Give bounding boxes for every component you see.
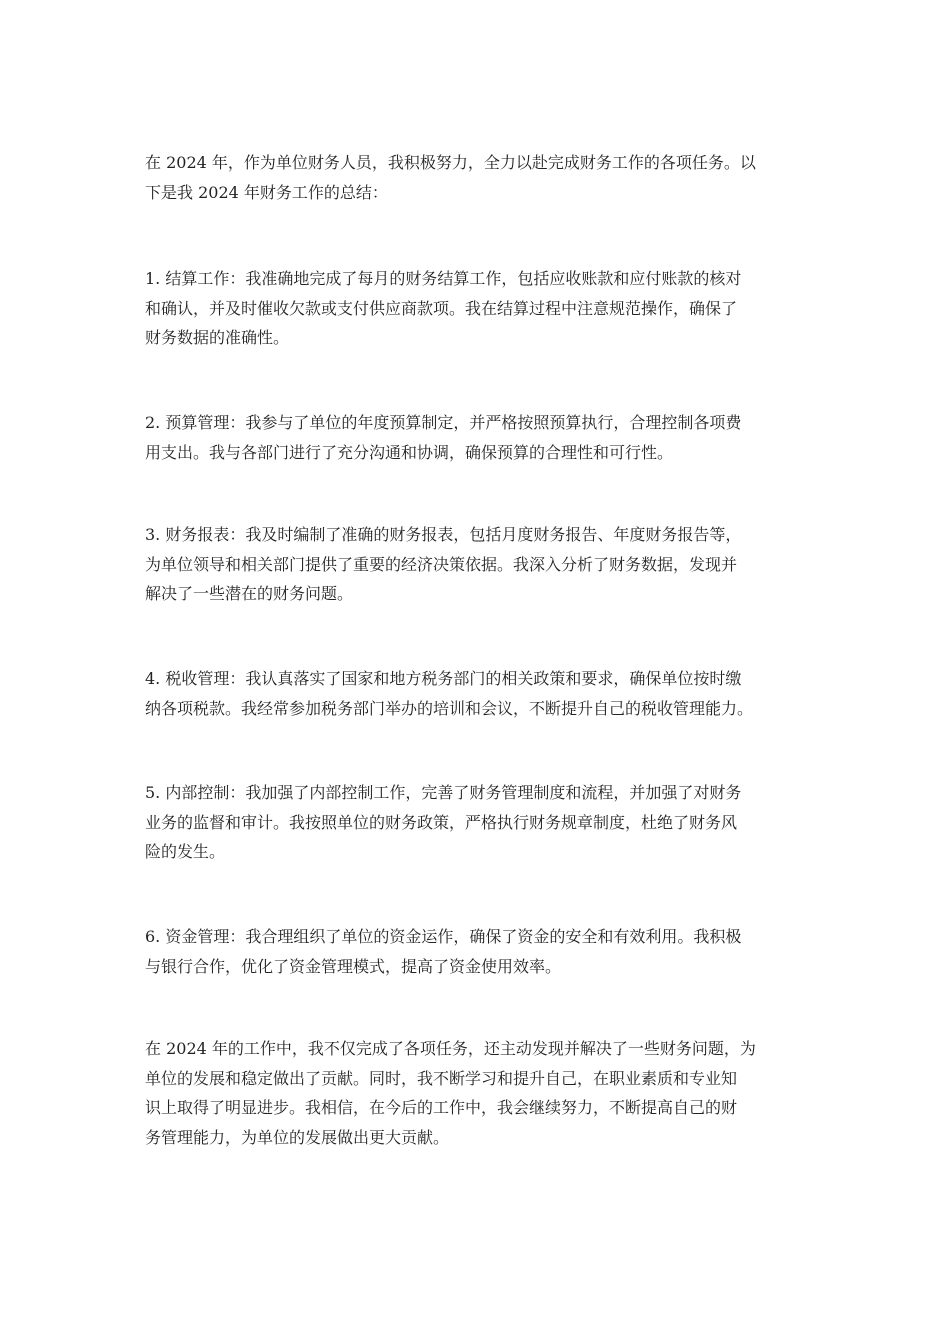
text-line: 务管理能力，为单位的发展做出更大贡献。	[145, 1127, 450, 1147]
text-line: 为单位领导和相关部门提供了重要的经济决策依据。我深入分析了财务数据，发现并	[145, 554, 738, 574]
text-line: 用支出。我与各部门进行了充分沟通和协调，确保预算的合理性和可行性。	[145, 442, 674, 462]
text-line: 业务的监督和审计。我按照单位的财务政策，严格执行财务规章制度，杜绝了财务风	[145, 812, 738, 832]
text-line: 5. 内部控制：我加强了内部控制工作，完善了财务管理制度和流程，并加强了对财务	[145, 783, 742, 802]
text-line: 在 2024 年的工作中，我不仅完成了各项任务，还主动发现并解决了一些财务问题，为	[145, 1039, 756, 1058]
text-line: 险的发生。	[145, 842, 226, 861]
text-line: 解决了一些潜在的财务问题。	[145, 584, 354, 603]
paragraph-internal-control	[145, 778, 825, 867]
paragraph-funds	[145, 922, 825, 981]
text-line: 1. 结算工作：我准确地完成了每月的财务结算工作，包括应收账款和应付账款的核对	[145, 269, 742, 288]
paragraph-intro	[145, 148, 825, 207]
paragraph-reports	[145, 520, 825, 609]
text-line: 和确认，并及时催收欠款或支付供应商款项。我在结算过程中注意规范操作，确保了	[145, 298, 738, 318]
text-line: 在 2024 年，作为单位财务人员，我积极努力，全力以赴完成财务工作的各项任务。以	[145, 153, 756, 172]
paragraph-tax	[145, 664, 825, 723]
text-line: 纳各项税款。我经常参加税务部门举办的培训和会议，不断提升自己的税收管理能力。	[145, 698, 754, 718]
text-line: 与银行合作，优化了资金管理模式，提高了资金使用效率。	[145, 956, 562, 976]
text-line: 6. 资金管理：我合理组织了单位的资金运作，确保了资金的安全和有效利用。我积极	[145, 927, 742, 946]
text-line: 4. 税收管理：我认真落实了国家和地方税务部门的相关政策和要求，确保单位按时缴	[145, 669, 742, 688]
text-line: 3. 财务报表：我及时编制了准确的财务报表，包括月度财务报告、年度财务报告等，	[145, 525, 742, 544]
text-line: 财务数据的准确性。	[145, 328, 290, 347]
text-line: 识上取得了明显进步。我相信，在今后的工作中，我会继续努力，不断提高自己的财	[145, 1098, 738, 1117]
paragraph-settlement	[145, 264, 825, 353]
paragraph-conclusion	[145, 1034, 825, 1152]
paragraph-budget	[145, 408, 825, 467]
text-line: 下是我 2024 年财务工作的总结：	[145, 182, 388, 202]
text-line: 2. 预算管理：我参与了单位的年度预算制定，并严格按照预算执行，合理控制各项费	[145, 413, 742, 432]
text-line: 单位的发展和稳定做出了贡献。同时，我不断学习和提升自己，在职业素质和专业知	[145, 1068, 738, 1088]
